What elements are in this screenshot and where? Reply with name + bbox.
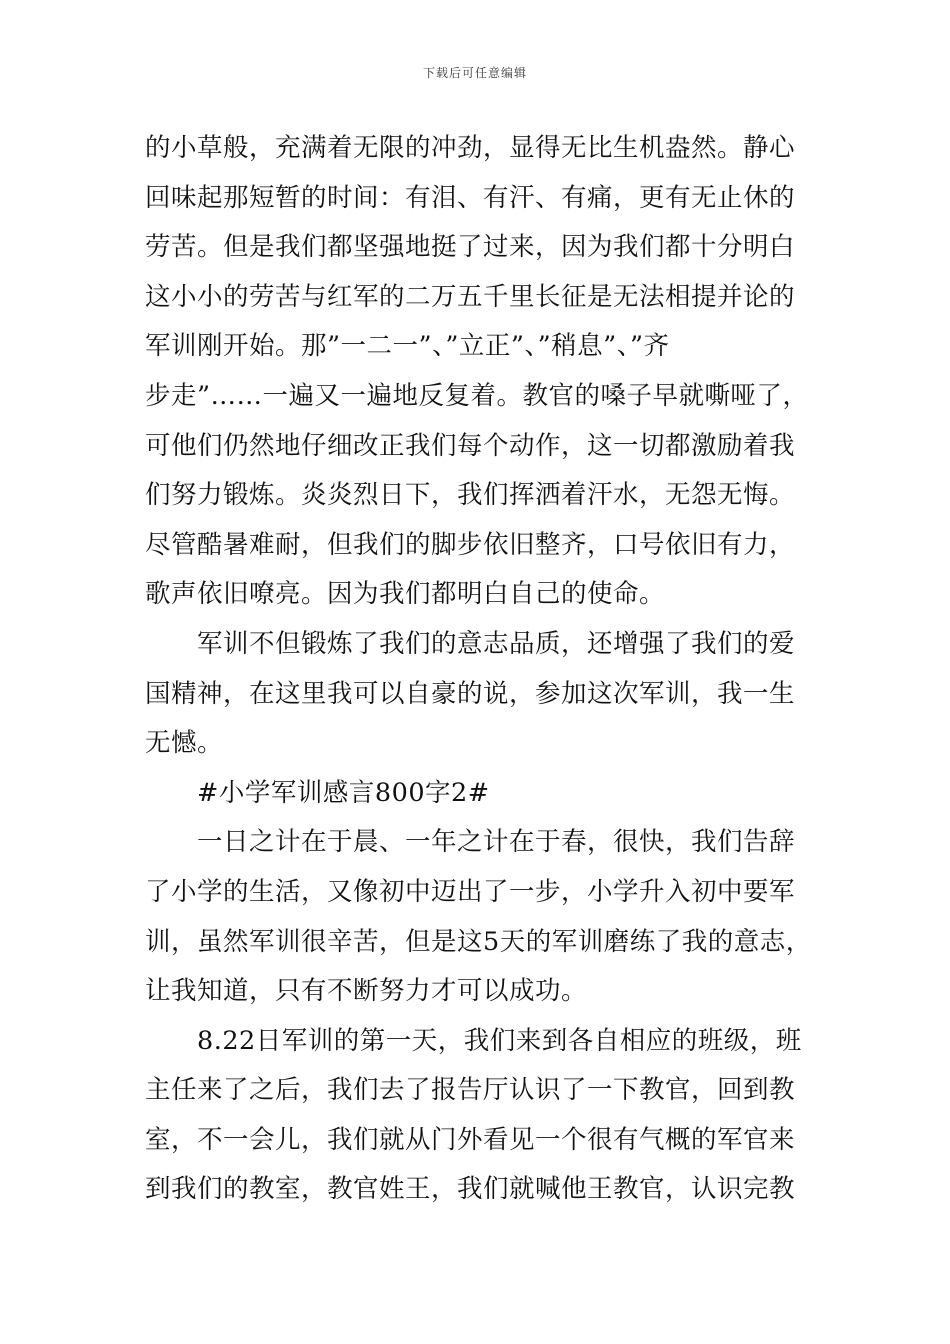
text-line: 让我知道，只有不断努力才可以成功。 (145, 976, 588, 1007)
text-line: 们努力锻炼。炎炎烈日下，我们挥洒着汗水，无怨无悔。 (145, 480, 796, 511)
text-line: 室，不一会儿，我们就从门外看见一个很有气概的军官来 (145, 1124, 796, 1155)
document-body (145, 124, 825, 1215)
text-line: 可他们仍然地仔细改正我们每个动作，这一切都激励着我 (145, 430, 796, 461)
text-line: 尽管酷暑难耐，但我们的脚步依旧整齐，口号依旧有力， (145, 529, 796, 560)
text-line: 步走”……一遍又一遍地反复着。教官的嗓子早就嘶哑了， (145, 380, 809, 411)
text-line: 无憾。 (145, 728, 224, 759)
paragraph-start-line: 8.22日军训的第一天，我们来到各自相应的班级，班 (197, 1025, 802, 1056)
text-line: 这小小的劳苦与红军的二万五千里长征是无法相提并论的 (145, 281, 796, 312)
text-line: 主任来了之后，我们去了报告厅认识了一下教官，回到教 (145, 1075, 796, 1106)
text-line: 歌声依旧嘹亮。因为我们都明白自己的使命。 (145, 579, 666, 610)
text-line: 军训刚开始。那”一二一”、”立正”、”稍息”、”齐 (145, 331, 670, 362)
text-line: 回味起那短暂的时间：有泪、有汗、有痛，更有无止休的 (145, 182, 796, 213)
text-line: 的小草般，充满着无限的冲劲，显得无比生机盎然。静心 (145, 133, 796, 163)
text-line: 训，虽然军训很辛苦，但是这5天的军训磨练了我的意志， (145, 926, 812, 957)
paragraph-start-line: 军训不但锻炼了我们的意志品质，还增强了我们的爱 (197, 628, 796, 659)
page-header: 下载后可任意编辑 (422, 66, 527, 80)
text-line: 劳苦。但是我们都坚强地挺了过来，因为我们都十分明白 (145, 232, 796, 263)
text-line: 了小学的生活，又像初中迈出了一步，小学升入初中要军 (145, 876, 796, 907)
text-line: 到我们的教室，教官姓王，我们就喊他王教官，认识完教 (145, 1174, 796, 1205)
paragraph-start-line: 一日之计在于晨、一年之计在于春，很快，我们告辞 (197, 827, 796, 858)
text-line: 国精神，在这里我可以自豪的说，参加这次军训，我一生 (145, 678, 796, 709)
section-heading: #小学军训感言800字2# (197, 777, 490, 808)
